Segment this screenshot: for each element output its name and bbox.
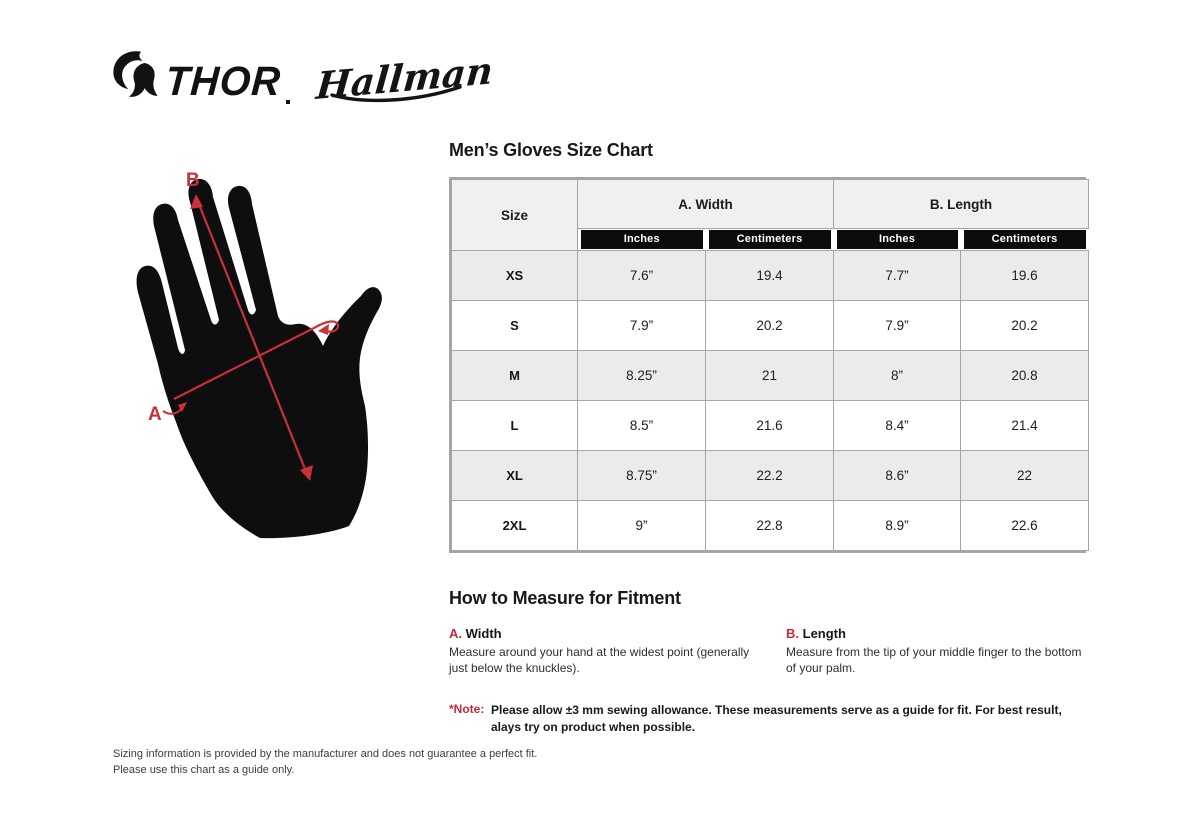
note (449, 702, 1089, 736)
length-cm-value: 21.4 (961, 401, 1089, 451)
subheader-length-inches: Inches (834, 229, 961, 251)
table-row-s (452, 301, 1089, 351)
size-label: 2XL (452, 501, 578, 551)
length-inches-value: 8.6” (834, 451, 961, 501)
glove-measurement-diagram (118, 158, 428, 543)
diagram-label-b: B (186, 170, 200, 191)
table-row-m (452, 351, 1089, 401)
sizing-disclaimer (113, 747, 537, 779)
measure-desc-width: Measure around your hand at the widest point (generally just below the knuckles). (449, 645, 750, 676)
table-row-l (452, 401, 1089, 451)
measure-letter-a: A. (449, 626, 462, 641)
size-label: M (452, 351, 578, 401)
size-label: L (452, 401, 578, 451)
width-inches-value: 7.9” (578, 301, 706, 351)
length-inches-value: 8” (834, 351, 961, 401)
brand-logos (110, 47, 495, 108)
width-cm-value: 22.2 (706, 451, 834, 501)
width-inches-value: 8.25” (578, 351, 706, 401)
length-cm-value: 19.6 (961, 251, 1089, 301)
length-cm-value: 20.2 (961, 301, 1089, 351)
size-label: XS (452, 251, 578, 301)
measure-desc-length: Measure from the tip of your middle finger to the bottom of your palm. (786, 645, 1082, 676)
length-cm-value: 22 (961, 451, 1089, 501)
thor-wordmark: THOR (164, 58, 283, 104)
table-row-xs (452, 251, 1089, 301)
width-inches-value: 9” (578, 501, 706, 551)
width-inches-value: 8.75” (578, 451, 706, 501)
measure-letter-b: B. (786, 626, 799, 641)
disclaimer-line-1: Sizing information is provided by the manufacturer and does not guarantee a perfect fit. (113, 748, 538, 760)
note-text: Please allow ±3 mm sewing allowance. These measurements serve as a guide for fit. For best result, alays try on product when possible. (491, 703, 1062, 735)
column-header-size: Size (452, 180, 578, 251)
width-cm-value: 19.4 (706, 251, 834, 301)
hallman-logo (314, 47, 495, 108)
thor-goat-icon (110, 48, 162, 104)
disclaimer-line-2: Please use this chart as a guide only. (113, 763, 295, 776)
width-cm-value: 21.6 (706, 401, 834, 451)
table-row-xl (452, 451, 1089, 501)
how-to-measure-section (449, 588, 1089, 736)
hallman-wordmark: Hallman (314, 47, 495, 108)
length-cm-value: 20.8 (961, 351, 1089, 401)
size-chart-table (449, 177, 1086, 553)
subheader-width-centimeters: Centimeters (706, 229, 834, 251)
length-inches-value: 8.4” (834, 401, 961, 451)
note-label: *Note: (449, 702, 485, 717)
length-cm-value: 22.6 (961, 501, 1089, 551)
measure-item-width (449, 626, 761, 676)
width-inches-value: 8.5” (578, 401, 706, 451)
width-cm-value: 22.8 (706, 501, 834, 551)
measure-label-length: Length (802, 626, 846, 641)
width-cm-value: 20.2 (706, 301, 834, 351)
size-label: XL (452, 451, 578, 501)
table-row-2xl (452, 501, 1089, 551)
diagram-label-a: A (148, 404, 162, 425)
hallman-underline-swoosh (330, 85, 462, 105)
size-label: S (452, 301, 578, 351)
subheader-length-centimeters: Centimeters (961, 229, 1089, 251)
length-inches-value: 7.9” (834, 301, 961, 351)
thor-logo (110, 48, 290, 104)
length-inches-value: 7.7” (834, 251, 961, 301)
length-inches-value: 8.9” (834, 501, 961, 551)
column-group-width: A. Width (578, 180, 834, 229)
how-to-measure-heading: How to Measure for Fitment (449, 588, 681, 608)
thor-reg-dot (286, 100, 290, 104)
measure-label-width: Width (465, 626, 502, 641)
subheader-width-inches: Inches (578, 229, 706, 251)
size-chart-title: Men’s Gloves Size Chart (449, 140, 653, 160)
column-group-length: B. Length (834, 180, 1089, 229)
width-cm-value: 21 (706, 351, 834, 401)
measure-item-length (786, 626, 1086, 676)
width-inches-value: 7.6” (578, 251, 706, 301)
